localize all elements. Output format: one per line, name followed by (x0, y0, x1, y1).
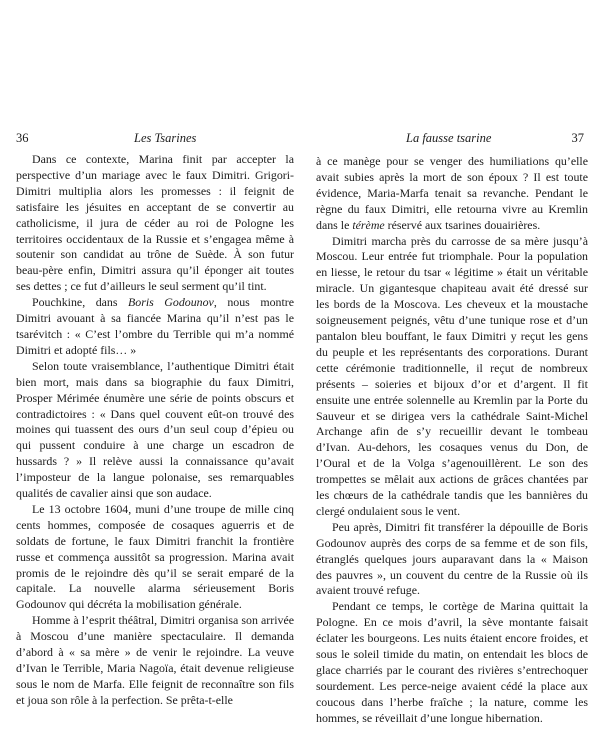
paragraph (16, 295, 294, 359)
right-page-number: 37 (571, 131, 584, 145)
right-running-title: La fausse tsarine (406, 131, 492, 145)
text-run: réservé aux tsarines douairières. (384, 217, 541, 232)
text-run: Dans ce contexte, Marina finit par accepter la perspective d’un mariage avec le faux Dimitri. Grigori-Dimitri multiplia alors les promesses : il feignit de satisfaire les jésuites en acceptant de se convertir au catholicisme, il jura de céder au roi de Pologne les territoires occidentaux de la Russie et s’engagea même à soutenir son candidat au trône de Suède. À son futur beau-père enfin, Dimitri assura qu’il éponger ait toutes ses dettes ; ce fut d’ailleurs le seul serment qu’il tint. (16, 152, 294, 294)
paragraph (16, 502, 294, 613)
text-run: , nous montre Dimitri avouant à sa fiancée Marina qu’il n’est pas le tsarévitch : « C’est l’ombre du Terrible qui m’a nommé Dimitri et adopté fils… » (16, 295, 294, 357)
text-run: Peu après, Dimitri fit transférer la dépouille de Boris Godounov auprès des corps de sa femme et de son fils, étranglés quelques jours auparavant dans la « Maison des pauvres », un couvent du centre de la Russie où ils avaient trouvé refuge. (316, 519, 588, 598)
text-run: à ce manège pour se venger des humiliations qu’elle avait subies après la mort de son époux ? Il est toute évidence, Maria-Marfa tenait sa revanche. Pendant le règne du faux Dimitri, elle retourna vivre au Kremlin dans le (316, 154, 588, 232)
paragraph (16, 613, 294, 708)
paragraph (316, 154, 588, 234)
text-run: Homme à l’esprit théâtral, Dimitri organisa son arrivée à Moscou d’une manière spectaculaire. Il demanda d’abord à « sa mère » de venir le rejoindre. La veuve d’Ivan le Terrible, Maria Nagoïa, était devenue religieuse sous le nom de Marfa. Elle feignit de reconnaître son fils et joua son rôle à la perfection. Se prêta-t-elle (16, 613, 294, 707)
paragraph (316, 234, 588, 520)
paragraph (16, 359, 294, 502)
text-run: Dimitri marcha près du carrosse de sa mère jusqu’à Moscou. Leur entrée fut triomphale. Pour la population en liesse, le retour du tsar « légitime » était un véritable miracle. Un gigantesque chapiteau avait été dressé sur les bords de la Moscova. Les cheveux et la moustache soigneusement peignés, vêtu d’une tunique rose et d’un pantalon bleu bouffant, le faux Dimitri y reçut les gens du peuple et les représentants des corporations. Durant cette cérémonie traditionnelle, il reçut de nombreux présents – soieries et bijoux d’or et d’argent. Il fit ensuite une entrée solennelle au Kremlin par la Porte du Sauveur et se dirigea vers la cathédrale Saint-Michel Archange afin de s’y recueillir devant le tombeau d’Ivan. Au-dehors, les cosaques venus du Don, de l’Oural et de la Volga s’agenouillèrent. Le son des trompettes se mêlait aux actions de grâces chantées par les chœurs de la cathédrale tandis que les bannières du clergé ondulaient sous le vent. (316, 233, 588, 518)
right-running-head (306, 129, 588, 147)
italic-text: térème (352, 217, 385, 232)
left-page (16, 0, 298, 750)
left-page-number: 36 (16, 131, 29, 145)
right-body-text (316, 154, 588, 727)
left-running-head (16, 129, 298, 147)
paragraph (316, 520, 588, 600)
italic-text: Boris Godounov (128, 295, 214, 310)
text-run: Le 13 octobre 1604, muni d’une troupe de mille cinq cents hommes, composée de cosaques aguerris et de soldats de fortune, le faux Dimitri franchit la frontière russe et commença aussitôt sa progression. Marina avait promis de le rejoindre dès qu’il se serait emparé de la capitale. La nouvelle alarma sérieusement Boris Godounov qui décréta la mobilisation générale. (16, 501, 294, 612)
right-page (306, 0, 588, 750)
text-run: Pouchkine, dans (32, 295, 129, 310)
left-running-title: Les Tsarines (134, 131, 197, 145)
left-body-text (16, 152, 294, 709)
paragraph (16, 152, 294, 295)
text-run: Selon toute vraisemblance, l’authentique Dimitri était bien mort, mais dans sa biographie du faux Dimitri, Prosper Mérimée énumère une série de points obscurs et contradictoires : « Dans quel couvent eût-on trouvé des moines qui tuassent des ours d’un seul coup d’épieu ou qui pussent conduire à une charge un escadron de hussards ? » Il relève aussi la connaissance qu’avait l’imposteur de la langue polonaise, ses remarquables qualités de cavalier ainsi que son audace. (16, 358, 294, 501)
paragraph (316, 599, 588, 726)
text-run: Pendant ce temps, le cortège de Marina quittait la Pologne. En ce mois d’avril, la sève montante faisait éclater les bourgeons. Les nuits étaient encore froides, et sous le soleil timide du matin, on entendait les blocs de glace charriés par le courant des rivières s’entrechoquer sourdement. Les perce-neige avaient cédé la place aux coucous dans l’herbe fraîche ; la nature, comme les hommes, se réveillait d’une longue hibernation. (316, 599, 588, 725)
